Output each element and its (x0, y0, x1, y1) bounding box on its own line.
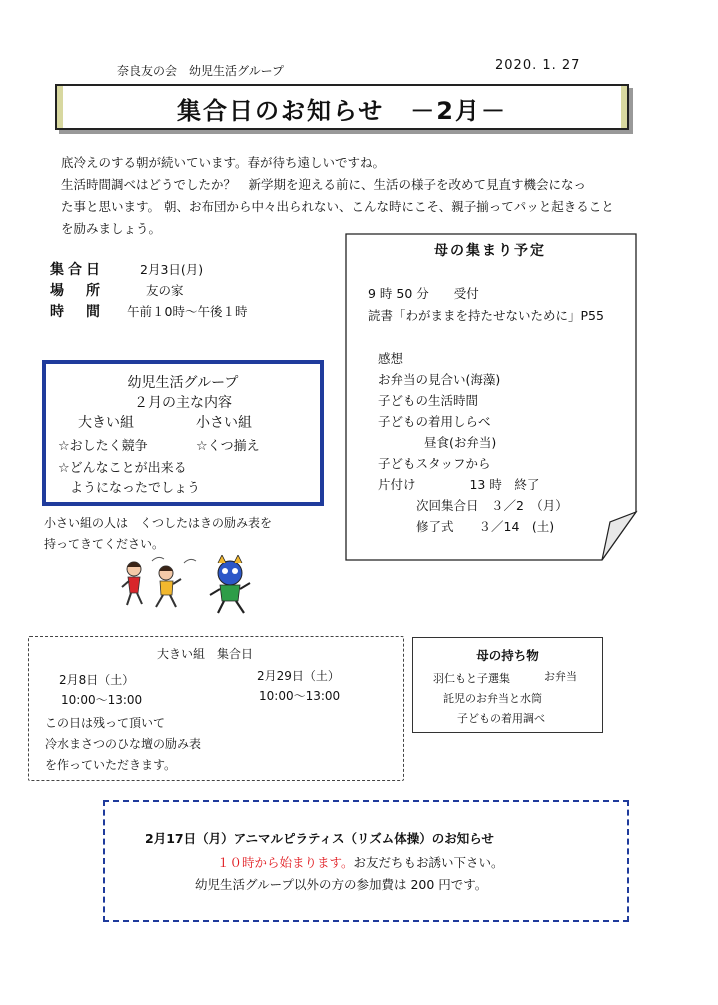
organization-name: 奈良友の会 幼児生活グループ (117, 64, 285, 78)
mother-schedule-note (344, 232, 642, 562)
big-group-label: 大きい組 (78, 415, 134, 431)
big-group-meeting-box (28, 636, 404, 781)
mother-item-2: 託児のお弁当と水筒 (443, 692, 542, 705)
big-group-item-2-cont: ようになったでしょう (70, 481, 201, 496)
time-label: 時 間 (50, 304, 104, 320)
schedule-item: 子どもの生活時間 (378, 393, 479, 408)
small-group-note-2: 持ってきてください。 (44, 537, 165, 551)
meeting-date-value: 2月3日(月) (140, 262, 204, 277)
schedule-item: 感想 (378, 351, 404, 366)
intro-line-4: を励みましょう。 (61, 221, 162, 236)
schedule-item: お弁当の見合い(海藻) (378, 372, 501, 387)
big-group-meeting-heading: 大きい組 集合日 (157, 647, 254, 661)
pilates-time-line (217, 853, 504, 871)
small-group-label: 小さい組 (196, 415, 252, 431)
intro-line-1: 底冷えのする朝が続いています。春が待ち遠しいですね。 (61, 155, 386, 170)
schedule-item: 次回集合日 ３／2 （月） (416, 498, 568, 513)
schedule-item: 9 時 50 分 受付 (368, 286, 479, 301)
mother-schedule-heading: 母の集まり予定 (434, 243, 546, 259)
mother-items-heading: 母の持ち物 (476, 648, 539, 663)
page-title: 集合日のお知らせ －2月－ (177, 97, 507, 125)
mother-item-lunch: お弁当 (544, 670, 577, 683)
mother-item-3: 子どもの着用調べ (457, 712, 545, 725)
schedule-item: 片付け 13 時 終了 (378, 477, 540, 492)
mother-item-1: 羽仁もと子選集 (433, 672, 510, 685)
schedule-item: 子どもスタッフから (378, 456, 491, 471)
meeting-date-label: 集合日 (50, 262, 104, 278)
pilates-fee: 幼児生活グループ以外の方の参加費は 200 円です。 (195, 877, 488, 892)
meeting-note-2: 冷水まさつのひな壇の励み表 (45, 737, 202, 751)
intro-line-3: た事と思います。 朝、お布団から中々出られない、こんな時にこそ、親子揃ってパッと起きること (61, 199, 614, 214)
running-children-illustration (118, 555, 258, 617)
schedule-item: 昼食(お弁当) (424, 435, 497, 450)
big-group-item-1: ☆おしたく競争 (58, 439, 148, 454)
pilates-start-time: １０時から始まります。 (217, 855, 354, 870)
group-month-contents: ２月の主な内容 (134, 395, 232, 411)
group-name: 幼児生活グループ (127, 375, 239, 391)
group-contents-box (42, 360, 324, 506)
small-group-note-1: 小さい組の人は くつしたはきの励み表を (44, 516, 273, 530)
mother-items-box (412, 637, 603, 733)
pilates-invite: お友だちもお誘い下さい。 (353, 855, 504, 870)
place-value: 友の家 (146, 283, 184, 298)
pilates-notice-box (103, 800, 629, 922)
time-value: 午前１0時～午後１時 (127, 304, 248, 319)
meeting-time-2: 10:00～13:00 (259, 689, 341, 703)
schedule-item: 読書「わがままを持たせないために」P55 (368, 308, 604, 323)
schedule-item: 子どもの着用しらべ (378, 414, 491, 429)
big-group-item-2: ☆どんなことが出来る (58, 461, 187, 476)
small-group-item-1: ☆くつ揃え (196, 439, 260, 454)
meeting-date-2: 2月29日（土） (257, 669, 340, 683)
meeting-note-3: を作っていただきます。 (45, 758, 177, 772)
issue-date: 2020. 1. 27 (495, 58, 581, 73)
title-banner (55, 84, 629, 130)
intro-line-2: 生活時間調べはどうでしたか？ 新学期を迎える前に、生活の様子を改めて見直す機会になっ (61, 177, 587, 192)
place-label: 場 所 (50, 283, 104, 299)
pilates-title: 2月17日（月）アニマルピラティス（リズム体操）のお知らせ (145, 831, 494, 846)
meeting-date-1: 2月8日（土） (59, 673, 135, 687)
meeting-time-1: 10:00～13:00 (61, 693, 143, 707)
schedule-item: 修了式 ３／14 (土) (416, 519, 555, 534)
meeting-note-1: この日は残って頂いて (45, 716, 166, 730)
